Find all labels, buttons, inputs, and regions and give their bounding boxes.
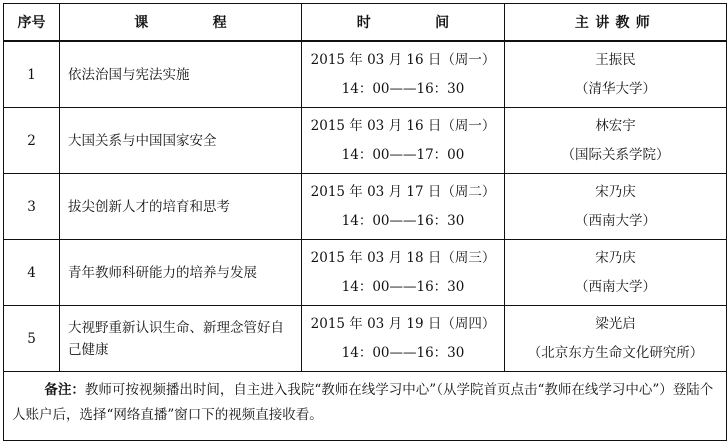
lecture-date: 2015 年 03 月 18 日（周三） [310,249,496,266]
header-course [60,4,302,42]
header-course-label: 课 程 [134,15,252,31]
course-title: 依法治国与宪法实施 [60,41,302,108]
lecturer [505,240,727,306]
lecture-time [302,240,505,306]
course-title: 拔尖创新人才的培育和思考 [60,174,302,240]
lecture-hours: 14：00——16：30 [341,278,465,295]
header-time-label: 时 间 [356,15,475,31]
lecture-hours: 14：00——16：30 [341,344,465,361]
lecture-date: 2015 年 03 月 16 日（周一） [310,117,496,134]
lecture-hours: 14：00——16：30 [341,212,465,229]
row-number: 1 [4,41,60,108]
lecture-hours: 14：00——16：30 [341,80,465,97]
lecturer [505,41,727,108]
lecture-time [302,306,505,372]
lecturer-name: 宋乃庆 [595,183,636,200]
row-number: 2 [4,108,60,174]
lecturer-org: （国际关系学院） [561,146,670,163]
header-time [302,4,505,42]
note-label: 备注： [44,382,85,398]
lecturer-name: 林宏宇 [595,117,636,134]
lecturer-org: （西南大学） [575,278,656,295]
table-row [4,240,727,306]
lecturer-org: （西南大学） [575,212,656,229]
lecture-time [302,108,505,174]
lecturer-name: 王振民 [595,51,636,68]
course-title: 青年教师科研能力的培养与发展 [60,240,302,306]
lecturer-name: 宋乃庆 [595,249,636,266]
lecturer-org: （清华大学） [575,80,656,97]
lecture-date: 2015 年 03 月 19 日（周四） [310,315,496,332]
lecture-time [302,174,505,240]
table-row [4,41,727,108]
lecture-schedule-table [3,3,727,441]
lecture-hours: 14：00——17：00 [341,146,465,163]
lecturer [505,174,727,240]
header-no: 序号 [4,4,60,42]
note-cell [4,372,727,441]
table-row [4,174,727,240]
header-teacher [505,4,727,42]
lecture-date: 2015 年 03 月 16 日（周一） [310,51,496,68]
row-number: 5 [4,306,60,372]
lecturer-name: 梁光启 [595,315,636,332]
header-teacher-label: 主讲教师 [574,15,657,31]
note-row [4,372,727,441]
lecture-date: 2015 年 03 月 17 日（周二） [310,183,496,200]
row-number: 4 [4,240,60,306]
lecturer [505,306,727,372]
header-row [4,4,727,42]
row-number: 3 [4,174,60,240]
lecturer-org: （北京东方生命文化研究所） [527,344,704,361]
note-text: 教师可按视频播出时间，自主进入我院“教师在线学习中心”（从学院首页点击“教师在线学习中心”）登陆个人账户后，选择“网络直播”窗口下的视频直接收看。 [12,382,714,423]
table-row [4,306,727,372]
lecturer [505,108,727,174]
course-title: 大国关系与中国国家安全 [60,108,302,174]
lecture-time [302,41,505,108]
table-row [4,108,727,174]
course-title: 大视野重新认识生命、新理念管好自己健康 [60,306,302,372]
